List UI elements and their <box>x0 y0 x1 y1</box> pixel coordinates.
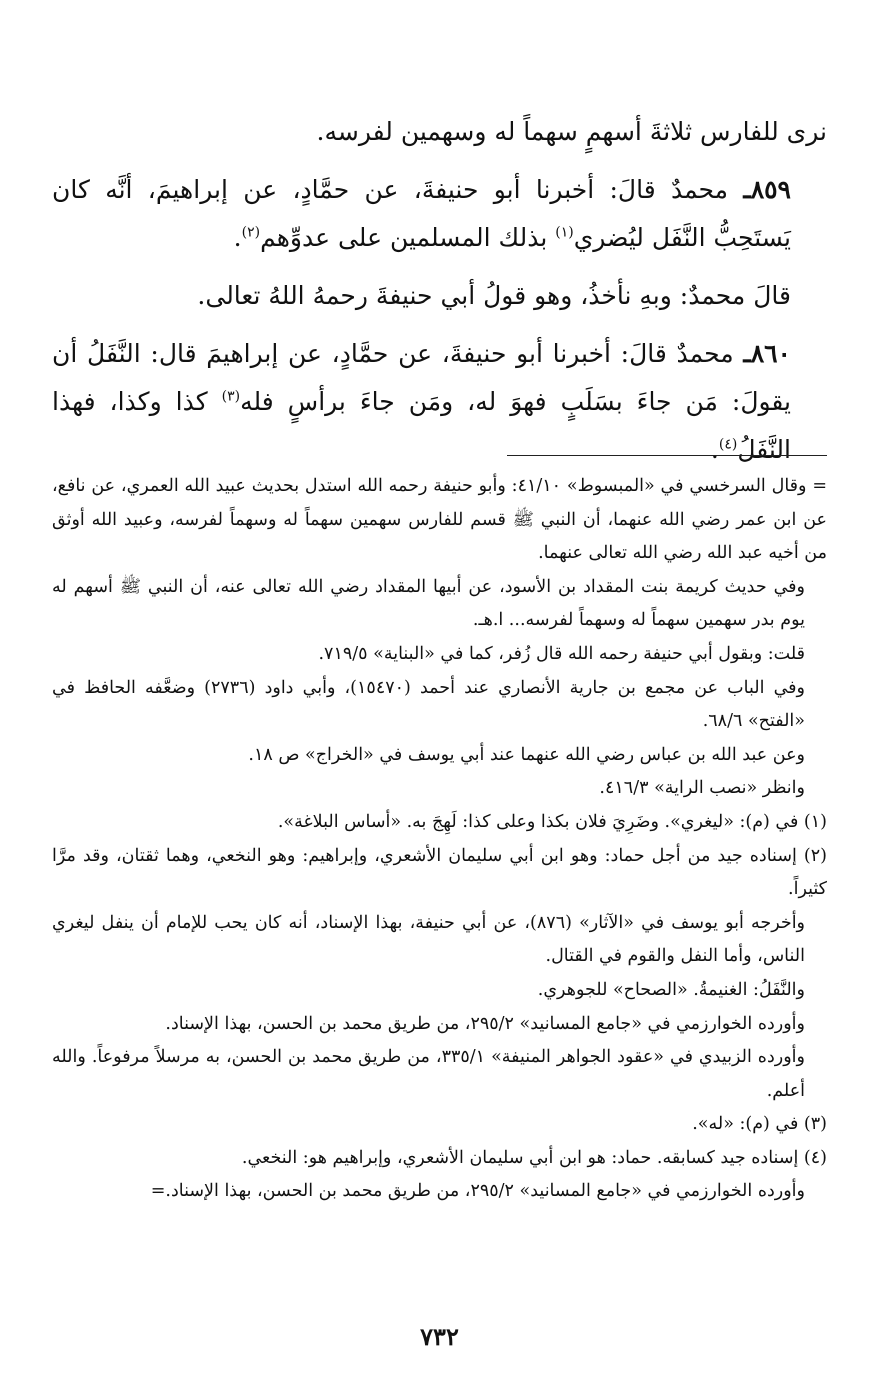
footnote-text: وفي الباب عن مجمع بن جارية الأنصاري عند أحمد (١٥٤٧٠)، وأبي داود (٢٧٣٦) وضعَّفه الحافظ في «الفتح» ٦٨/٦. <box>52 677 805 732</box>
footnote-2-text: وأورده الزبيدي في «عقود الجواهر المنيفة» ٣٣٥/١، من طريق محمد بن الحسن، به مرسلاً مرفوعاً. والله أعلم. <box>52 1047 805 1101</box>
footnotes <box>52 470 827 1209</box>
hadith-859 <box>52 166 827 262</box>
book-page <box>52 0 827 1388</box>
main-text <box>52 108 827 474</box>
footnote-text: وفي حديث كريمة بنت المقداد بن الأسود، عن أبيها المقداد رضي الله تعالى عنه، أن النبي ﷺ أسهم له يوم بدر سهمين سهماً له وسهماً لفرسه... ا.هـ. <box>52 576 805 631</box>
footnote-2: (٢) إسناده جيد من أجل حماد: وهو ابن أبي سليمان الأشعري، وإبراهيم: وهو النخعي، وهما ثقتان، وقد مرَّا كثيراً. <box>52 845 827 900</box>
footnote-text: وعن عبد الله بن عباس رضي الله عنهما عند أبي يوسف في «الخراج» ص ١٨. <box>248 744 805 765</box>
author-remark: قالَ محمدٌ: وبهِ نأخذُ، وهو قولُ أبي حنيفةَ رحمهُ اللهُ تعالى. <box>197 281 791 310</box>
footnote-4: (٤) إسناده جيد كسابقه. حماد: هو ابن أبي سليمان الأشعري، وإبراهيم هو: النخعي. <box>241 1147 827 1168</box>
footnote-text: قلت: وبقول أبي حنيفة رحمه الله قال زُفر، كما في «البناية» ٧١٩/٥. <box>318 643 805 664</box>
footnote-text: وانظر «نصب الراية» ٤١٦/٣. <box>599 778 805 799</box>
hadith-text: محمدٌ قالَ: أخبرنا أبو حنيفةَ، عن حمَّادٍ، عن إبراهيمَ، أنَّه كان يَستَحِبُّ النَّفَل ليُضري <box>52 175 791 252</box>
footnote-ref-2: (٢) <box>241 224 261 241</box>
footnote-2-text: وأخرجه أبو يوسف في «الآثار» (٨٧٦)، عن أبي حنيفة، بهذا الإسناد، أنه كان يحب للإمام أن ينفل ليغري الناس، وأما النفل والقوم في القتال. <box>52 912 806 967</box>
footnote-separator <box>507 455 827 456</box>
continuation-marker: = <box>812 476 827 496</box>
hadith-860 <box>52 330 827 474</box>
hadith-text-cont: بذلك المسلمين على عدوِّهم <box>260 223 556 252</box>
footnote-4-text: وأورده الخوارزمي في «جامع المسانيد» ٢٩٥/٢، من طريق محمد بن الحسن، بهذا الإسناد.= <box>150 1181 805 1202</box>
footnote-2-text: والنَّفَلُ: الغنيمةُ. «الصحاح» للجوهري. <box>537 979 805 1000</box>
footnote-text: وقال السرخسي في «المبسوط» ٤١/١٠: وأبو حنيفة رحمه الله استدل بحديث عبيد الله العمري، عن نافع، عن ابن عمر رضي الله عنهما، أن النبي ﷺ قسم للفارس سهمين سهماً له وسهماً لفرسه، وعبيد الله أوثق من أخيه عبد الله رضي الله تعالى عنهما. <box>52 476 827 564</box>
punctuation: . <box>233 223 242 252</box>
footnote-1: (١) في (م): «ليغري». وضَرِيَ فلان بكذا وعلى كذا: لَهِجَ به. «أساس البلاغة». <box>277 811 827 832</box>
page-number: ٧٣٢ <box>420 1322 459 1351</box>
hadith-text-cont: كذا وكذا، فهذا النَّفَلُ <box>52 387 791 464</box>
footnote-3: (٣) في (م): «له». <box>692 1114 827 1135</box>
footnote-continuation <box>52 470 827 571</box>
hadith-number: ٨٥٩ـ <box>743 175 791 204</box>
hadith-number: ٨٦٠ـ <box>743 339 791 368</box>
hadith-text: محمدٌ قالَ: أخبرنا أبو حنيفةَ، عن حمَّادٍ، عن إبراهيمَ قال: النَّفَلُ أن يقولَ: مَن جاءَ بسَلَبٍ فهوَ له، ومَن جاءَ برأسٍ فله <box>52 339 792 416</box>
footnote-ref-1: (١) <box>555 224 574 241</box>
punctuation: . <box>710 435 719 464</box>
footnote-ref-3: (٣) <box>221 388 241 405</box>
footnote-ref-4: (٤) <box>718 436 738 453</box>
footnote-2-text: وأورده الخوارزمي في «جامع المسانيد» ٢٩٥/٢، من طريق محمد بن الحسن، بهذا الإسناد. <box>165 1013 805 1034</box>
intro-line: نرى للفارس ثلاثةَ أسهمٍ سهماً له وسهمين لفرسه. <box>316 117 827 146</box>
